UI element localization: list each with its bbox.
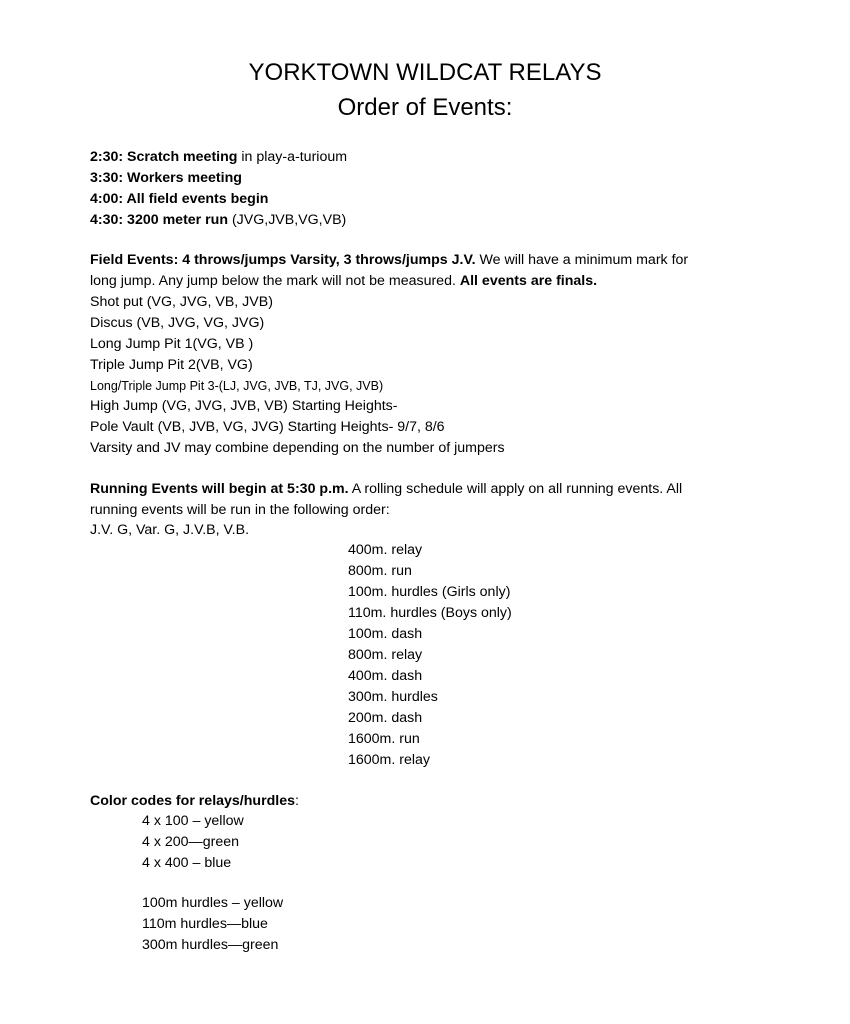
relay-color-item: 4 x 200—green: [142, 834, 240, 850]
running-order-item: 100m. dash: [348, 626, 423, 642]
schedule-item: [90, 189, 268, 210]
running-order-item: 400m. relay: [348, 542, 423, 558]
schedule-item: [90, 168, 242, 189]
schedule-item: [90, 147, 347, 168]
running-order-item: 1600m. relay: [348, 752, 431, 768]
running-order-item: 200m. dash: [348, 710, 423, 726]
hurdle-color-item: 300m hurdles—green: [142, 937, 279, 953]
running-order-item: 300m. hurdles: [348, 689, 438, 705]
field-events-note: [90, 271, 597, 292]
field-event-item: High Jump (VG, JVG, JVB, VB) Starting Heights-: [90, 398, 398, 414]
schedule-time: 4:30: 3200 meter run: [90, 212, 229, 228]
running-order-item: 800m. relay: [348, 647, 423, 663]
page-subtitle: Order of Events:: [337, 94, 513, 121]
field-events-finals: All events are finals.: [459, 273, 598, 289]
color-codes-heading: [90, 791, 299, 812]
running-events-note: running events will be run in the following order:: [90, 502, 390, 518]
field-events-intro-text: We will have a minimum mark for: [475, 252, 689, 268]
running-events-intro-text: A rolling schedule will apply on all running events. All: [348, 481, 683, 497]
running-events-groups: J.V. G, Var. G, J.V.B, V.B.: [90, 522, 250, 538]
field-event-item: Triple Jump Pit 2(VB, VG): [90, 357, 253, 373]
hurdle-color-item: 100m hurdles – yellow: [142, 895, 284, 911]
relay-color-list: [142, 811, 244, 874]
running-events-heading: Running Events will begin at 5:30 p.m.: [90, 481, 349, 497]
field-event-item: Long Jump Pit 1(VG, VB ): [90, 336, 254, 352]
schedule-detail: (JVG,JVB,VG,VB): [228, 212, 347, 228]
schedule-time: 3:30: Workers meeting: [90, 170, 242, 186]
field-event-item: Shot put (VG, JVG, VB, JVB): [90, 294, 273, 310]
running-events-intro: [90, 479, 682, 500]
field-events-heading: Field Events: 4 throws/jumps Varsity, 3 throws/jumps J.V.: [90, 252, 476, 268]
hurdle-color-list: [142, 893, 283, 956]
schedule-time: 2:30: Scratch meeting: [90, 149, 238, 165]
field-event-item: Discus (VB, JVG, VG, JVG): [90, 315, 265, 331]
field-event-item: Pole Vault (VB, JVB, VG, JVG) Starting Heights- 9/7, 8/6: [90, 419, 445, 435]
schedule-detail: in play-a-turioum: [237, 149, 348, 165]
relay-color-item: 4 x 100 – yellow: [142, 813, 244, 829]
page-title: YORKTOWN WILDCAT RELAYS: [248, 59, 602, 86]
hurdle-color-item: 110m hurdles—blue: [142, 916, 268, 932]
field-events-note-text: long jump. Any jump below the mark will not be measured.: [90, 273, 460, 289]
running-order-item: 800m. run: [348, 563, 412, 579]
running-order-list: [348, 540, 512, 771]
running-order-item: 400m. dash: [348, 668, 423, 684]
field-event-item: Varsity and JV may combine depending on the number of jumpers: [90, 440, 505, 456]
relay-color-item: 4 x 400 – blue: [142, 855, 232, 871]
schedule-time: 4:00: All field events begin: [90, 191, 269, 207]
running-order-item: 1600m. run: [348, 731, 420, 747]
field-event-item: Long/Triple Jump Pit 3-(LJ, JVG, JVB, TJ, JVG, JVB): [90, 379, 384, 393]
running-order-item: 110m. hurdles (Boys only): [348, 605, 512, 621]
running-order-item: 100m. hurdles (Girls only): [348, 584, 511, 600]
schedule-item: [90, 210, 346, 231]
color-codes-title: Color codes for relays/hurdles: [90, 793, 295, 809]
color-codes-colon: :: [295, 793, 299, 809]
field-events-intro: [90, 250, 688, 271]
